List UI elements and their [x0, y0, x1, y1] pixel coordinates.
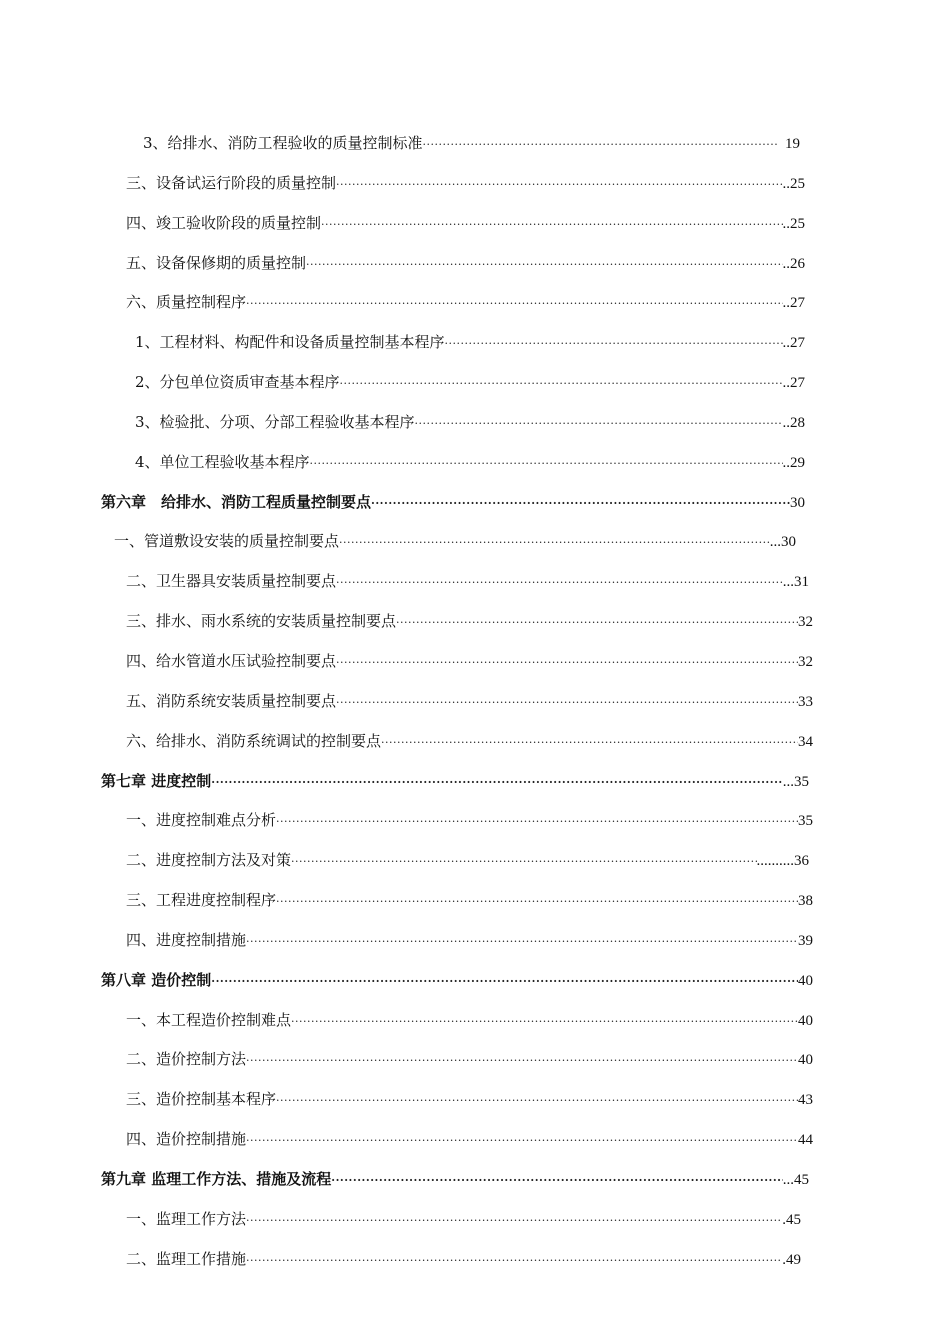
toc-page-number: ..26 [782, 255, 805, 272]
toc-entry[interactable] [0, 363, 950, 403]
toc-page-number: 40 [798, 1052, 813, 1069]
toc-leader [246, 1241, 782, 1281]
toc-entry-label: 三、设备试运行阶段的质量控制 [126, 173, 337, 192]
toc-leader [291, 842, 756, 882]
toc-chapter-label: 第六章 给排水、消防工程质量控制要点 [101, 492, 372, 511]
toc-entry-label: 三、排水、雨水系统的安装质量控制要点 [126, 612, 397, 631]
toc-entry[interactable] [0, 921, 950, 961]
toc-entry-label: 3、检验批、分项、分部工程验收基本程序 [135, 412, 415, 431]
toc-entry[interactable] [0, 682, 950, 722]
toc-page-number: ...45 [782, 1171, 809, 1188]
toc-page-number: .45 [782, 1211, 801, 1228]
toc-page-number: 39 [798, 932, 813, 949]
toc-page-number: 19 [785, 136, 800, 152]
toc-leader [211, 763, 783, 803]
toc-leader [246, 1041, 798, 1081]
toc-entry-label: 五、消防系统安装质量控制要点 [126, 691, 337, 710]
toc-page-number: 43 [798, 1092, 813, 1109]
toc-entry-label: 四、造价控制措施 [126, 1130, 247, 1149]
toc-chapter-entry[interactable] [0, 762, 950, 802]
toc-page-number: ..........36 [756, 853, 809, 870]
toc-page-number: 40 [798, 972, 813, 989]
toc-entry-label: 一、监理工作方法 [126, 1209, 247, 1228]
toc-page-number: 34 [798, 733, 813, 750]
toc-entry[interactable] [0, 722, 950, 762]
toc-entry[interactable] [0, 562, 950, 602]
toc-entry-label: 四、给水管道水压试验控制要点 [126, 651, 337, 670]
toc-entry-label: 一、管道敷设安装的质量控制要点 [114, 532, 340, 551]
toc-entry-label: 六、给排水、消防系统调试的控制要点 [126, 731, 382, 750]
toc-chapter-label: 第七章 进度控制 [101, 771, 212, 790]
toc-entry-label: 三、造价控制基本程序 [126, 1090, 277, 1109]
toc-page-number: 32 [798, 614, 813, 631]
toc-leader [336, 683, 798, 723]
toc-leader [310, 444, 783, 484]
toc-entry[interactable] [0, 1240, 950, 1280]
toc-leader [371, 484, 790, 524]
toc-page-number: 40 [798, 1012, 813, 1029]
toc-page-number: ..29 [782, 454, 805, 471]
toc-leader [276, 802, 798, 842]
toc-entry[interactable] [0, 522, 950, 562]
toc-entry-label: 二、卫生器具安装质量控制要点 [126, 572, 337, 591]
toc-entry-label: 3、给排水、消防工程验收的质量控制标准 [143, 134, 423, 152]
toc-page-number: ...31 [782, 574, 809, 591]
toc-entry[interactable] [0, 801, 950, 841]
toc-entry-label: 1、工程材料、构配件和设备质量控制基本程序 [135, 333, 445, 352]
toc-page-number: .49 [782, 1251, 801, 1268]
toc-page-number: ..27 [782, 375, 805, 392]
toc-entry[interactable] [0, 1001, 950, 1041]
toc-leader [339, 523, 770, 563]
toc-entry[interactable] [0, 403, 950, 443]
toc-entry-label: 一、本工程造价控制难点 [126, 1010, 292, 1029]
toc-page-number: 44 [798, 1132, 813, 1149]
toc-page-number: 30 [790, 494, 805, 511]
toc-leader [331, 1161, 783, 1201]
toc-leader [445, 324, 783, 364]
toc-entry[interactable] [0, 1120, 950, 1160]
toc-chapter-label: 第九章 监理工作方法、措施及流程 [101, 1169, 332, 1188]
toc-page-number: ..27 [782, 335, 805, 352]
toc-entry[interactable] [0, 642, 950, 682]
toc-page-number: ...35 [782, 773, 809, 790]
toc-page-number: ..25 [782, 175, 805, 192]
toc-entry-label: 二、造价控制方法 [126, 1050, 247, 1069]
toc-entry-label: 四、进度控制措施 [126, 930, 247, 949]
toc-page-number: ..28 [782, 414, 805, 431]
toc-page-number: ...30 [769, 534, 796, 551]
toc-chapter-entry[interactable] [0, 961, 950, 1001]
toc-entry-label: 四、竣工验收阶段的质量控制 [126, 213, 322, 232]
toc-page-number: 33 [798, 693, 813, 710]
toc-entry[interactable] [0, 841, 950, 881]
toc-entry-label: 三、工程进度控制程序 [126, 891, 277, 910]
toc-leader [291, 1002, 798, 1042]
toc-entry[interactable] [0, 1080, 950, 1120]
toc-leader [306, 245, 782, 285]
toc-leader [246, 284, 782, 324]
toc-leader [415, 404, 783, 444]
toc-entry[interactable] [0, 283, 950, 323]
toc-leader [246, 1201, 782, 1241]
toc-leader [276, 1081, 798, 1121]
toc-leader [336, 165, 782, 205]
toc-entry-label: 4、单位工程验收基本程序 [135, 452, 310, 471]
toc-leader [336, 643, 798, 683]
toc-leader [381, 723, 798, 763]
toc-page-number: 38 [798, 893, 813, 910]
toc-page-number: ..27 [782, 295, 805, 312]
toc-entry[interactable] [0, 204, 950, 244]
toc-leader [246, 1121, 798, 1161]
toc-entry[interactable] [0, 244, 950, 284]
toc-entry[interactable] [0, 443, 950, 483]
toc-entry[interactable] [0, 164, 950, 204]
toc-chapter-label: 第八章 造价控制 [101, 970, 212, 989]
toc-entry-label: 五、设备保修期的质量控制 [126, 253, 307, 272]
toc-entry[interactable] [0, 1200, 950, 1240]
toc-entry[interactable] [0, 323, 950, 363]
toc-leader [336, 563, 783, 603]
toc-entry-label: 二、监理工作措施 [126, 1249, 247, 1268]
toc-chapter-entry[interactable] [0, 1160, 950, 1200]
toc-leader [246, 922, 798, 962]
toc-chapter-entry[interactable] [0, 483, 950, 523]
toc-entry[interactable] [0, 881, 950, 921]
toc-entry[interactable] [0, 1040, 950, 1080]
toc-leader [423, 125, 779, 165]
table-of-contents [0, 124, 950, 1279]
toc-page-number: ..25 [782, 215, 805, 232]
toc-leader [276, 882, 798, 922]
toc-leader [396, 603, 798, 643]
toc-entry-label: 二、进度控制方法及对策 [126, 851, 292, 870]
toc-entry-label: 一、进度控制难点分析 [126, 811, 277, 830]
toc-entry-label: 2、分包单位资质审查基本程序 [135, 373, 340, 392]
toc-page-number: 35 [798, 813, 813, 830]
toc-leader [340, 364, 783, 404]
toc-leader [211, 962, 798, 1002]
toc-entry[interactable] [0, 602, 950, 642]
toc-leader [321, 205, 782, 245]
toc-entry[interactable] [0, 124, 950, 164]
toc-page-number: 32 [798, 653, 813, 670]
toc-entry-label: 六、质量控制程序 [126, 293, 247, 312]
